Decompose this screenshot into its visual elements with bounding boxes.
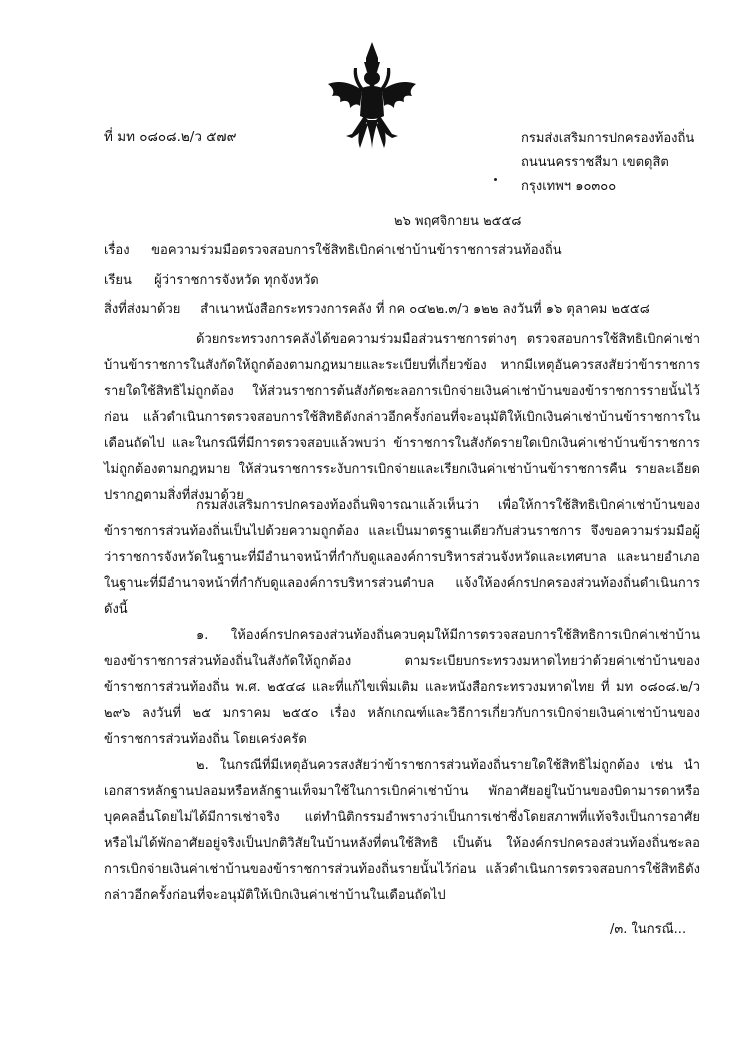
recipient-line	[104, 271, 319, 291]
paragraph-3: ๑. ให้องค์กรปกครองส่วนท้องถิ่นควบคุมให้มีการตรวจสอบการใช้สิทธิการเบิกค่าเช่าบ้านของข้าราชการส่วนท้องถิ่นในสังกัดให้ถูกต้อง ตามระเบียบกระทรวงมหาดไทยว่าด้วยค่าเช่าบ้านของข้าราชการส่วนท้องถิ่น พ.ศ. ๒๕๔๘ และที่แก้ไขเพิ่มเติม และหนังสือกระทรวงมหาดไทย ที่ มท ๐๘๐๘.๒/ว ๒๙๖ ลงวันที่ ๒๕ มกราคม ๒๕๕๐ เรื่อง หลักเกณฑ์และวิธีการเกี่ยวกับการเบิกจ่ายเงินค่าเช่าบ้านของข้าราชการส่วนท้องถิ่น โดยเคร่งครัด	[104, 628, 700, 747]
stray-mark	[494, 178, 497, 181]
sender-agency: กรมส่งเสริมการปกครองท้องถิ่น	[521, 131, 695, 146]
enclosure-line	[104, 300, 650, 320]
subject-label: เรื่อง	[104, 243, 130, 258]
body-section-1	[104, 327, 700, 509]
document-date: ๒๖ พฤศจิกายน ๒๕๕๘	[394, 214, 522, 229]
recipient-text: ผู้ว่าราชการจังหวัด ทุกจังหวัด	[154, 273, 319, 288]
paragraph-1: ด้วยกระทรวงการคลังได้ขอความร่วมมือส่วนราชการต่างๆ ตรวจสอบการใช้สิทธิเบิกค่าเช่าบ้านข้าราชการในสังกัดให้ถูกต้องตามกฎหมายและระเบียบที่เกี่ยวข้อง หากมีเหตุอันควรสงสัยว่าข้าราชการรายใดใช้สิทธิไม่ถูกต้อง ให้ส่วนราชการต้นสังกัดชะลอการเบิกจ่ายเงินค่าเช่าบ้านของข้าราชการรายนั้นไว้ก่อน แล้วดำเนินการตรวจสอบการใช้สิทธิดังกล่าวอีกครั้งก่อนที่จะอนุมัติให้เบิกเงินค่าเช่าบ้านข้าราชการในเดือนถัดไป และในกรณีที่มีการตรวจสอบแล้วพบว่า ข้าราชการในสังกัดรายใดเบิกเงินค่าเช่าบ้านข้าราชการไม่ถูกต้องตามกฎหมาย ให้ส่วนราชการระงับการเบิกจ่ายและเรียกเงินค่าเช่าบ้านข้าราชการคืน รายละเอียดปรากฏตามสิ่งที่ส่งมาด้วย	[104, 332, 700, 503]
paragraph-4: ๒. ในกรณีที่มีเหตุอันควรสงสัยว่าข้าราชการส่วนท้องถิ่นรายใดใช้สิทธิไม่ถูกต้อง เช่น นำเอกสารหลักฐานปลอมหรือหลักฐานเท็จมาใช้ในการเบิกค่าเช่าบ้าน พักอาศัยอยู่ในบ้านของบิดามารดาหรือบุคคลอื่นโดยไม่ได้มีการเช่าจริง แต่ทำนิติกรรมอำพรางว่าเป็นการเช่าซึ่งโดยสภาพที่แท้จริงเป็นการอาศัย หรือไม่ได้พักอาศัยอยู่จริงเป็นปกติวิสัยในบ้านหลังที่ตนใช้สิทธิ เป็นต้น ให้องค์กรปกครองส่วนท้องถิ่นชะลอการเบิกจ่ายเงินค่าเช่าบ้านของข้าราชการส่วนท้องถิ่นรายนั้นไว้ก่อน แล้วดำเนินการตรวจสอบการใช้สิทธิดังกล่าวอีกครั้งก่อนที่จะอนุมัติให้เบิกเงินค่าเช่าบ้านในเดือนถัดไป	[104, 758, 700, 903]
garuda-emblem-icon	[322, 40, 422, 152]
paragraph-2: กรมส่งเสริมการปกครองท้องถิ่นพิจารณาแล้วเห็นว่า เพื่อให้การใช้สิทธิเบิกค่าเช่าบ้านของข้าราชการส่วนท้องถิ่นเป็นไปด้วยความถูกต้อง และเป็นมาตรฐานเดียวกับส่วนราชการ จึงขอความร่วมมือผู้ว่าราชการจังหวัดในฐานะที่มีอำนาจหน้าที่กำกับดูแลองค์การบริหารส่วนจังหวัดและเทศบาล และนายอำเภอในฐานะที่มีอำนาจหน้าที่กำกับดูแลองค์การบริหารส่วนตำบล แจ้งให้องค์กรปกครองส่วนท้องถิ่นดำเนินการ ดังนี้	[104, 498, 700, 617]
subject-text: ขอความร่วมมือตรวจสอบการใช้สิทธิเบิกค่าเช่าบ้านข้าราชการส่วนท้องถิ่น	[151, 243, 562, 258]
continuation-marker: /๓. ในกรณี...	[610, 922, 687, 937]
document-number: ที่ มท ๐๘๐๘.๒/ว ๕๗๙	[104, 129, 237, 145]
enclosure-text: สำเนาหนังสือกระทรวงการคลัง ที่ กค ๐๔๒๒.๓/ว ๑๒๒ ลงวันที่ ๑๖ ตุลาคม ๒๕๕๘	[200, 302, 650, 317]
sender-city: กรุงเทพฯ ๑๐๓๐๐	[521, 179, 617, 194]
sender-address	[521, 127, 694, 199]
recipient-label: เรียน	[104, 273, 132, 288]
sender-street: ถนนนครราชสีมา เขตดุสิต	[521, 155, 669, 170]
enclosure-label: สิ่งที่ส่งมาด้วย	[104, 302, 181, 317]
subject-line	[104, 241, 562, 261]
body-section-2	[104, 493, 700, 909]
